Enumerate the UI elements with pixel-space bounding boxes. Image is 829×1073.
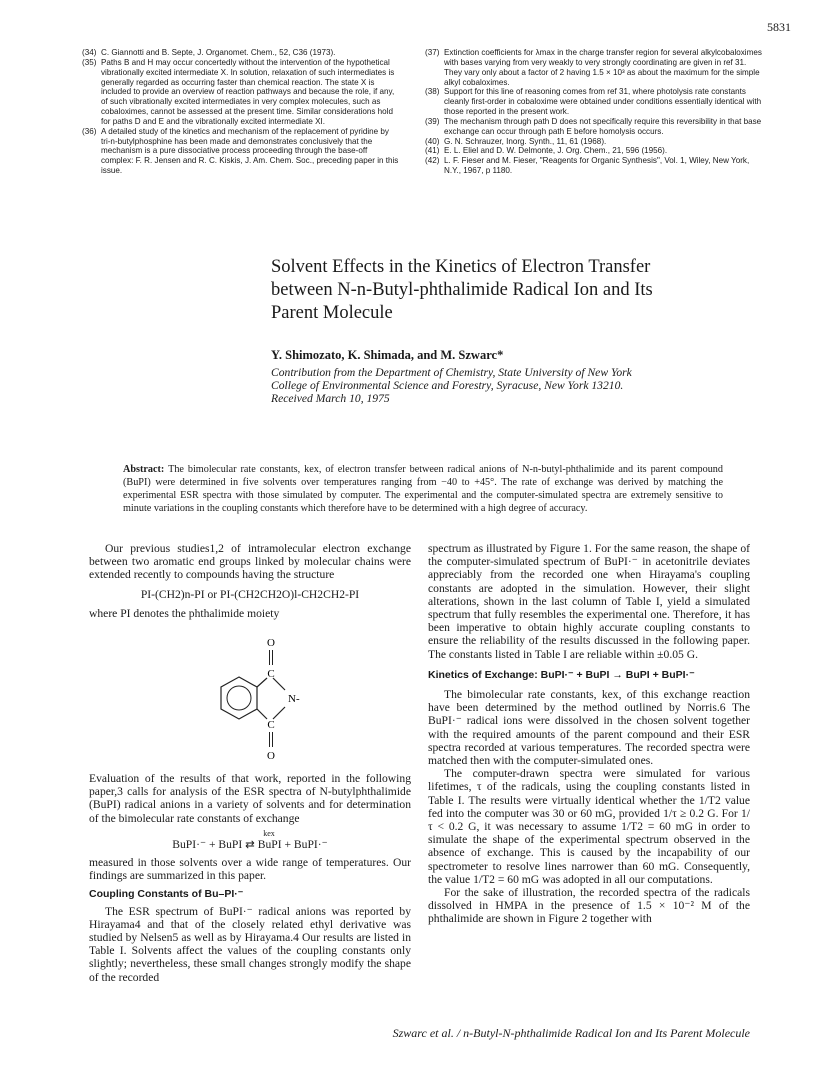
equation-label: kex (263, 828, 275, 838)
reference-item (82, 58, 400, 127)
reference-number: (35) (82, 57, 97, 67)
atom-label: C (267, 668, 275, 681)
title-line: between N-n-Butyl-phthalimide Radical Ion and Its (271, 280, 653, 300)
bond-line (257, 678, 267, 687)
reference-item (425, 146, 763, 156)
paragraph: Our previous studies1,2 of intramolecular electron exchange between two aromatic end groups linked by molecular chains were extended recently to compounds having the structure (89, 542, 411, 582)
right-column (428, 542, 750, 926)
phthalimide-structure (89, 620, 411, 772)
reference-text: C. Giannotti and B. Septe, J. Organomet. Chem., 52, C36 (1973). (101, 48, 336, 57)
paragraph: where PI denotes the phthalimide moiety (89, 606, 280, 620)
abstract (123, 464, 723, 516)
reference-item (425, 156, 763, 176)
paragraph: The computer-drawn spectra were simulated for various lifetimes, τ of the radicals, using the coupling constants listed in Table I. The results were virtually identical whether the 1/T2 value fed into the computer was 30 or 60 mG, provided 1/τ ≥ 0.2 G. For 1/τ < 0.2 G, it was necessary to assume 1/T2 = 60 mG in order to simulate the shape of the experimental spectrum observed in the absence of exchange. This is caused by the incapability of our spectrometer to resolve lines narrower than 60 mG. Consequently, the value 1/T2 = 60 mG was adopted in all our computations. (428, 767, 750, 886)
reference-text: Extinction coefficients for λmax in the charge transfer region for several alkylcobaloximes with bases varying from very weakly to very strongly coordinating are given in ref 31. They vary only about a factor of 2 having 1.5 × 10³ as about the maximum for the simple alkyl cobaloximes. (444, 48, 762, 87)
paper-title (271, 256, 771, 325)
paragraph: The ESR spectrum of BuPI·⁻ radical anions was reported by Hirayama4 and that of the closely related ethyl derivative was studied by Nelsen5 as well as by Hirayama.4 Our results are listed in Table I. Solvents affect the values of the coupling constants only slightly; nevertheless, these small changes strongly modify the shape of the recorded (89, 904, 411, 984)
reference-item (425, 48, 763, 87)
bond-line (257, 709, 267, 719)
atom-label: O (267, 637, 275, 650)
abstract-text: The bimolecular rate constants, kex, of electron transfer between radical anions of N-n-butyl-phthalimide and its parent compound (BuPI) were determined in five solvents over temperatures ranging from −40 to +45°. The rate of exchange was derived by matching the experimental ESR spectra with those simulated by computer. The experimental and the computer-simulated spectra are extremely sensitive to minute variations in the coupling constants which therefore have to be determined with a high degree of accuracy. (123, 464, 723, 514)
affiliation-line: Contribution from the Department of Chemistry, State University of New York (271, 366, 632, 379)
reference-item (425, 117, 763, 137)
paragraph: For the sake of illustration, the recorded spectra of the radicals dissolved in HMPA in the presence of 1.5 × 10⁻² M of the phthalimide are shown in Figure 2 together with (428, 886, 750, 926)
bond-line (273, 678, 285, 690)
equation: BuPI·⁻ + BuPI ⇄ BuPI + BuPI·⁻ (172, 837, 328, 851)
affiliation (271, 366, 632, 406)
reference-item (425, 137, 763, 147)
left-column (89, 542, 411, 984)
reference-number: (40) (425, 136, 440, 146)
title-line: Parent Molecule (271, 303, 393, 323)
abstract-label: Abstract: (123, 464, 165, 475)
formula: PI-(CH2)n-PI or PI-(CH2CH2O)l-CH2CH2-PI (140, 587, 360, 601)
reference-number: (39) (425, 116, 440, 126)
reference-item (82, 48, 400, 58)
bond-line (273, 707, 285, 719)
references-left (82, 48, 400, 176)
atom-label: C (267, 719, 275, 732)
reference-number: (41) (425, 146, 440, 156)
reference-text: E. L. Eliel and D. W. Delmonte, J. Org. Chem., 21, 596 (1956). (444, 146, 668, 156)
reference-text: G. N. Schrauzer, Inorg. Synth., 11, 61 (1968). (444, 136, 607, 146)
received-date: Received March 10, 1975 (271, 392, 390, 406)
reference-item (425, 87, 763, 117)
reference-item (82, 127, 400, 176)
reference-number: (34) (82, 48, 97, 57)
reference-number: (38) (425, 87, 440, 97)
structure-drawing (89, 620, 411, 772)
reference-text: Paths B and H may occur concertedly without the intervention of the hypothetical vibrationally excited intermediate X. In solution, relaxation of such intermediates is generally regarded as occurring faster than chemical reaction. The state X is included to provide an overview of reaction pathways and because the role, if any, of such vibrationally excited intermediates in very complex molecules, such as cobaloximes, cannot be assessed at the present time. Similar considerations hold for paths D and E and the vibrationally excited intermediate XI. (101, 57, 395, 126)
benzene-ring (221, 677, 257, 719)
atom-label: N- (288, 693, 300, 706)
atom-label: O (267, 750, 275, 763)
section-heading: Coupling Constants of Bu–PI·⁻ (89, 888, 244, 901)
reference-number: (36) (82, 126, 97, 136)
references-right (425, 48, 763, 176)
equation-block (89, 830, 411, 851)
paragraph: measured in those solvents over a wide range of temperatures. Our findings are summarized in this paper. (89, 856, 411, 883)
reference-text: Support for this line of reasoning comes from ref 31, where photolysis rate constants cleanly first-order in cobaloxime were obtained under conditions essentially identical with those reported in the present work. (444, 87, 762, 117)
reference-text: The mechanism through path D does not specifically require this reversibility in that base exchange can occur through path E before homolysis occurs. (444, 116, 762, 136)
title-line: Solvent Effects in the Kinetics of Electron Transfer (271, 257, 651, 277)
section-heading: Kinetics of Exchange: BuPI·⁻ + BuPI → BuPI + BuPI·⁻ (428, 668, 695, 681)
reference-text: L. F. Fieser and M. Fieser, "Reagents for Organic Synthesis", Vol. 1, Wiley, New York, N.Y., 1967, p 1180. (444, 156, 750, 176)
reference-number: (42) (425, 156, 440, 166)
paragraph: spectrum as illustrated by Figure 1. For the same reason, the shape of the computer-simulated spectrum of BuPI·⁻ in acetonitrile deviates appreciably from the recorded one when Hirayama's coupling constants are adopted in the simulation. However, their slight alterations, shown in the last column of Table I, yield a simulated spectrum that fully resembles the experimental one. Therefore, it has been imperative to obtain highly accurate coupling constants to ensure the reliability of the results discussed in the following paper. The constants listed in Table I are reliable within ±0.05 G. (428, 542, 750, 661)
reference-number: (37) (425, 48, 440, 57)
running-footer: Szwarc et al. / n-Butyl-N-phthalimide Radical Ion and Its Parent Molecule (392, 1026, 750, 1040)
paragraph: The bimolecular rate constants, kex, of this exchange reaction have been determined by the method outlined by Norris.6 The BuPI·⁻ radical ions were dissolved in the chosen solvent together with the required amounts of the parent compound and their ESR spectra recorded at various temperatures. The recorded spectra were matched then with the computer-simulated ones. (428, 688, 750, 768)
paragraph: Evaluation of the results of that work, reported in the following paper,3 calls for analysis of the ESR spectra of N-butylphthalimide (BuPI) radical anions in a variety of solvents and for determination of the bimolecular rate constants of exchange (89, 772, 411, 825)
authors: Y. Shimozato, K. Shimada, and M. Szwarc* (271, 348, 504, 362)
affiliation-line: College of Environmental Science and Forestry, Syracuse, New York 13210. (271, 379, 624, 393)
page-number: 5831 (767, 20, 791, 34)
reference-text: A detailed study of the kinetics and mechanism of the replacement of pyridine by tri-n-butylphosphine has been made and demonstrates conclusively that the mechanism is a pure dissociative process proceeding through the base-off complex: F. R. Jensen and R. C. Kiskis, J. Am. Chem. Soc., preceding paper in this issue. (101, 126, 399, 176)
aromatic-circle (227, 686, 251, 710)
